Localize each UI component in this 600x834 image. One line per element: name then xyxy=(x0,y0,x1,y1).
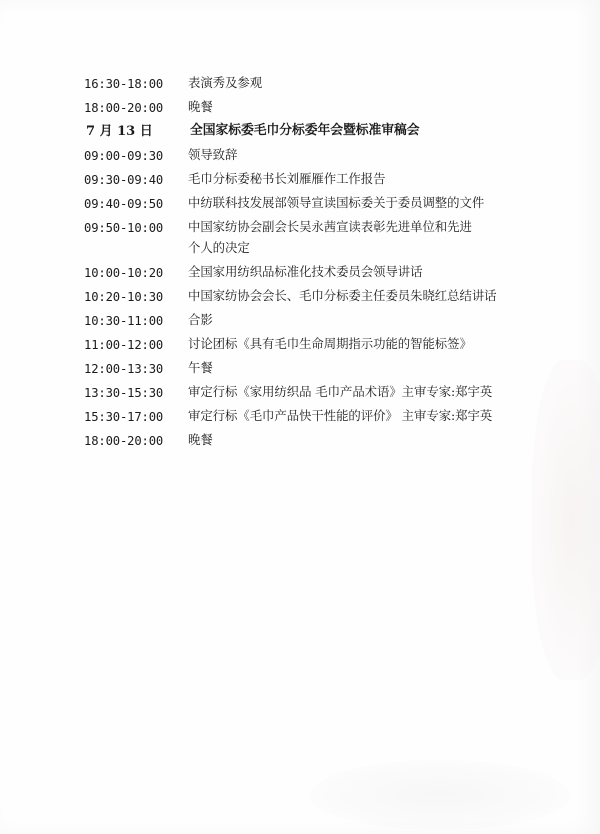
schedule-item: 中国家纺协会会长、毛巾分标委主任委员朱晓红总结讲话 xyxy=(188,288,497,303)
schedule-row xyxy=(84,381,554,405)
schedule-item: 领导致辞 xyxy=(188,147,238,162)
schedule-item: 讨论团标《具有毛巾生命周期指示功能的智能标签》 xyxy=(188,336,472,351)
schedule-row xyxy=(84,168,554,192)
paper-stain xyxy=(310,760,570,830)
schedule-item-line: 个人的决定 xyxy=(188,239,250,255)
schedule-item: 表演秀及参观 xyxy=(188,75,263,90)
schedule-time: 13:30-15:30 xyxy=(84,386,164,400)
schedule-time: 12:00-13:30 xyxy=(84,362,164,376)
schedule-row xyxy=(84,216,554,261)
date-heading-row xyxy=(84,120,554,144)
schedule-row xyxy=(84,309,554,333)
schedule-item: 全国家用纺织品标准化技术委员会领导讲话 xyxy=(188,264,423,279)
schedule-item: 午餐 xyxy=(188,360,213,375)
schedule-time: 10:20-10:30 xyxy=(84,290,164,304)
schedule-item: 审定行标《毛巾产品快干性能的评价》 主审专家:郑宇英 xyxy=(188,408,493,423)
schedule-time: 09:50-10:00 xyxy=(84,221,164,235)
schedule-row xyxy=(84,72,554,96)
schedule-item: 中纺联科技发展部领导宣读国标委关于委员调整的文件 xyxy=(188,195,485,210)
schedule-item xyxy=(188,216,554,259)
schedule-time: 10:30-11:00 xyxy=(84,314,164,328)
schedule-time: 10:00-10:20 xyxy=(84,266,164,280)
schedule-list xyxy=(84,72,554,453)
schedule-row xyxy=(84,96,554,120)
schedule-item: 审定行标《家用纺织品 毛巾产品术语》主审专家:郑宇英 xyxy=(188,384,493,399)
schedule-time: 11:00-12:00 xyxy=(84,338,164,352)
date-label: 7 月 13 日 xyxy=(86,124,153,139)
schedule-time: 18:00-20:00 xyxy=(84,434,164,448)
schedule-row xyxy=(84,144,554,168)
schedule-item-line: 中国家纺协会副会长吴永茜宣读表彰先进单位和先进 xyxy=(188,219,472,234)
schedule-item: 晚餐 xyxy=(188,99,213,114)
schedule-time: 18:00-20:00 xyxy=(84,101,164,115)
schedule-row xyxy=(84,357,554,381)
schedule-row xyxy=(84,405,554,429)
schedule-time: 09:30-09:40 xyxy=(84,173,164,187)
schedule-time: 16:30-18:00 xyxy=(84,77,164,91)
schedule-item: 晚餐 xyxy=(188,432,213,447)
schedule-row xyxy=(84,285,554,309)
schedule-row xyxy=(84,261,554,285)
session-title: 全国家标委毛巾分标委年会暨标准审稿会 xyxy=(190,123,420,138)
schedule-time: 15:30-17:00 xyxy=(84,410,164,424)
schedule-row xyxy=(84,429,554,453)
schedule-item: 合影 xyxy=(188,312,213,327)
schedule-row xyxy=(84,192,554,216)
schedule-row xyxy=(84,333,554,357)
schedule-time: 09:40-09:50 xyxy=(84,197,164,211)
schedule-item: 毛巾分标委秘书长刘雁雁作工作报告 xyxy=(188,171,386,186)
schedule-time: 09:00-09:30 xyxy=(84,149,164,163)
